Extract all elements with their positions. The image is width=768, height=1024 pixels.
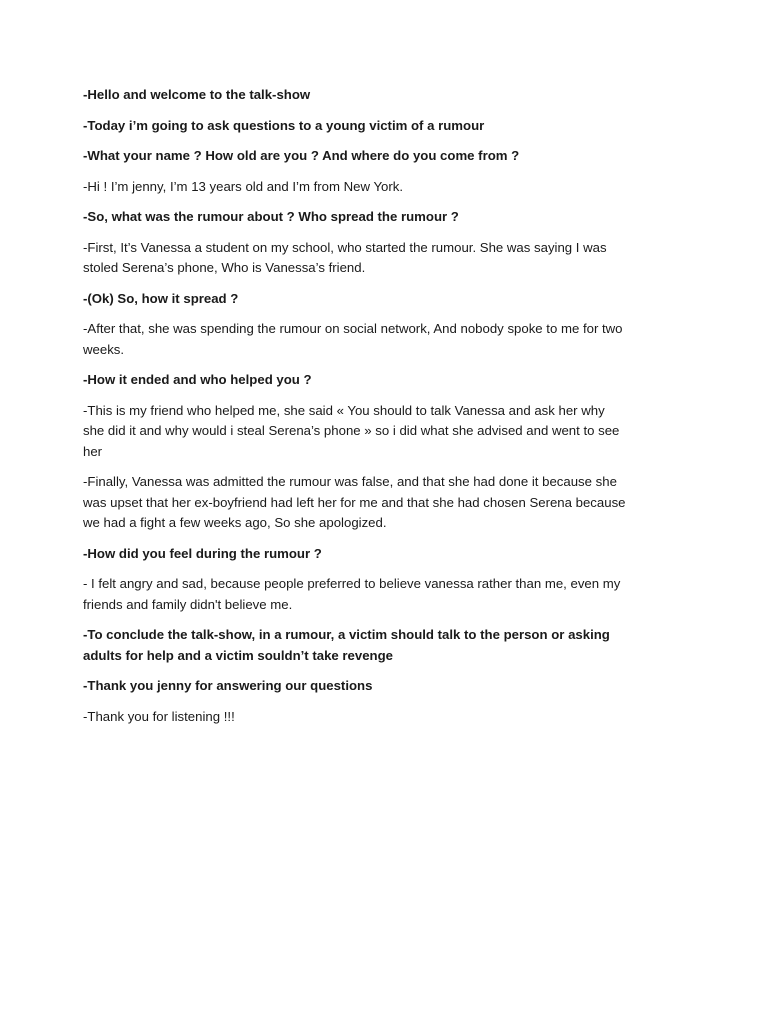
- question-spread: -(Ok) So, how it spread ?: [83, 290, 239, 306]
- answer-feelings: - I felt angry and sad, because people preferred to believe vanessa rather than me, even my friends and family didn't believe me.: [83, 576, 621, 612]
- paragraph-greeting: -Hello and welcome to the talk-show: [83, 87, 311, 102]
- answer-rumour-origin: -First, It’s Vanessa a student on my school, who started the rumour. She was saying I was stoled Serena’s phone, Who is Vanessa’s friend.: [83, 239, 607, 275]
- answer-ending-helper: -This is my friend who helped me, she said « You should to talk Vanessa and ask her why she did it and why would i steal Serena’s phone » so i did what she advised and went to see her: [83, 402, 620, 459]
- answer-identity: -Hi ! I’m jenny, I’m 13 years old and I’m from New York.: [83, 178, 404, 194]
- answer-spread: -After that, she was spending the rumour on social network, And nobody spoke to me for two weeks.: [83, 321, 623, 357]
- paragraph-intro: -Today i’m going to ask questions to a young victim of a rumour: [83, 117, 485, 133]
- paragraph-closing: -Thank you for listening !!!: [83, 708, 235, 724]
- answer-ending-resolution: -Finally, Vanessa was admitted the rumour was false, and that she had done it because she was upset that her ex-boyfriend had left her for me and that she had chosen Serena because we had a fight a few weeks ago, So she apologized.: [83, 474, 626, 530]
- question-rumour-origin: -So, what was the rumour about ? Who spread the rumour ?: [83, 209, 459, 224]
- question-identity: -What your name ? How old are you ? And where do you come from ?: [83, 148, 520, 163]
- question-feelings: -How did you feel during the rumour ?: [83, 545, 322, 561]
- paragraph-conclusion: -To conclude the talk-show, in a rumour, a victim should talk to the person or asking adults for help and a victim souldn’t take revenge: [83, 627, 610, 663]
- paragraph-thanks-guest: -Thank you jenny for answering our questions: [83, 678, 373, 693]
- question-ending: -How it ended and who helped you ?: [83, 372, 312, 387]
